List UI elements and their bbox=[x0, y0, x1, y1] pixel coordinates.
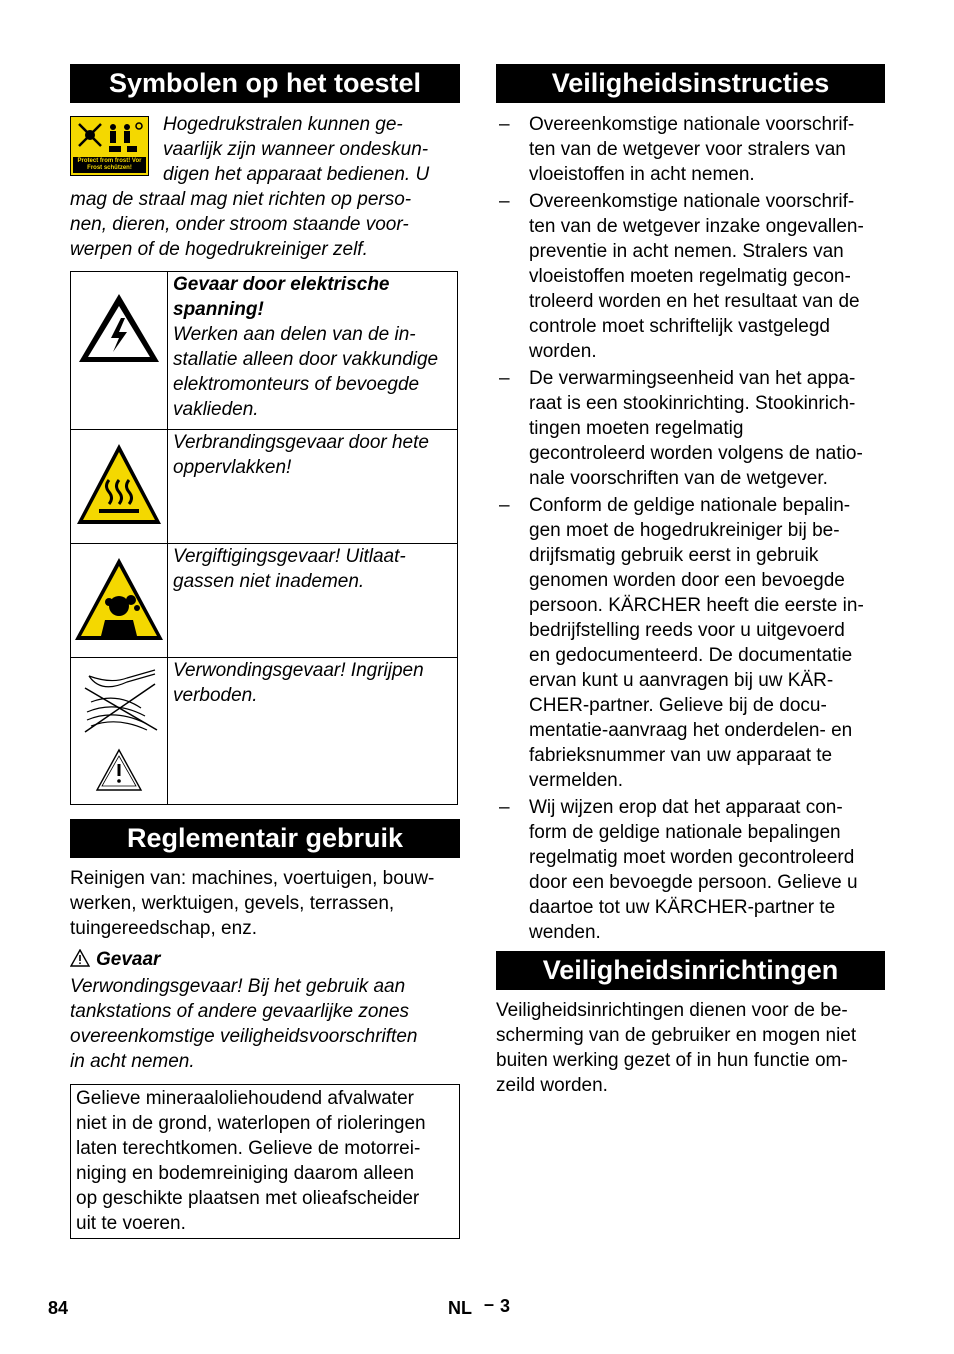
symbol-line: oppervlakken! bbox=[173, 457, 292, 478]
table-row bbox=[71, 658, 458, 805]
item-line: form de geldige nationale bepalingen bbox=[529, 822, 841, 843]
item-line: worden. bbox=[529, 341, 597, 362]
sticker-block bbox=[70, 112, 460, 262]
item-line: bedrijfstelling reeds voor u uitgevoerd bbox=[529, 620, 845, 641]
item-line: Overeenkomstige nationale voorschrif- bbox=[529, 114, 855, 135]
symbol-cell bbox=[71, 272, 168, 430]
devices-line: Veiligheidsinrichtingen dienen voor de be- bbox=[496, 1000, 848, 1021]
sticker-line: werpen of de hogedrukreiniger zelf. bbox=[70, 239, 368, 260]
sticker-label: Protect from frost! Vor Frost schützen! bbox=[73, 157, 146, 173]
symbol-text bbox=[168, 430, 458, 544]
item-line: ten van de wetgever inzake ongevallen- bbox=[529, 216, 864, 237]
danger-heading bbox=[70, 947, 460, 974]
hot-surface-icon bbox=[71, 430, 167, 538]
note-line: Gelieve mineraaloliehoudend afvalwater bbox=[76, 1088, 414, 1109]
safety-list bbox=[496, 112, 885, 945]
item-line: Conform de geldige nationale bepalin- bbox=[529, 495, 851, 516]
item-line: mentatie-aanvraag het onderdelen- en bbox=[529, 720, 853, 741]
symbol-text bbox=[168, 658, 458, 805]
usage-text bbox=[70, 866, 460, 941]
dash-bullet: – bbox=[499, 368, 510, 389]
item-line: gecontroleerd worden volgens de natio- bbox=[529, 443, 863, 464]
symbol-line: Werken aan delen van de in- bbox=[173, 324, 416, 345]
symbol-cell bbox=[71, 544, 168, 658]
devices-line: zeild worden. bbox=[496, 1075, 608, 1096]
dash-bullet: – bbox=[499, 191, 510, 212]
sticker-line: nen, dieren, onder stroom staande voor- bbox=[70, 214, 409, 235]
symbol-line: Vergiftigingsgevaar! Uitlaat- bbox=[173, 546, 406, 567]
item-line: vloeistoffen moeten regelmatig gecon- bbox=[529, 266, 851, 287]
list-item bbox=[496, 795, 885, 945]
item-line: De verwarmingseenheid van het appa- bbox=[529, 368, 856, 389]
sticker-line: vaarlijk zijn wanneer ondeskun- bbox=[163, 139, 429, 160]
item-line: Overeenkomstige nationale voorschrif- bbox=[529, 191, 855, 212]
danger-line: tankstations of andere gevaarlijke zones bbox=[70, 1001, 410, 1022]
danger-label: Gevaar bbox=[96, 949, 161, 970]
item-line: fabrieksnummer van uw apparaat te bbox=[529, 745, 833, 766]
table-row bbox=[71, 544, 458, 658]
environment-note-box bbox=[70, 1084, 460, 1239]
safety-heading: Veiligheidsinstructies bbox=[496, 64, 885, 103]
item-line: preventie in acht nemen. Stralers van bbox=[529, 241, 844, 262]
danger-line: in acht nemen. bbox=[70, 1051, 195, 1072]
usage-heading: Reglementair gebruik bbox=[70, 819, 460, 858]
item-line: en gedocumenteerd. De documentatie bbox=[529, 645, 853, 666]
table-row bbox=[71, 430, 458, 544]
dash-bullet: – bbox=[499, 114, 510, 135]
electric-hazard-icon bbox=[71, 272, 167, 424]
symbols-heading: Symbolen op het toestel bbox=[70, 64, 460, 103]
item-line: controle moet schriftelijk vastgelegd bbox=[529, 316, 830, 337]
list-item bbox=[496, 112, 885, 187]
note-line: niet in de grond, waterlopen of rioleringen bbox=[76, 1113, 426, 1134]
item-line: ten van de wetgever voor stralers van bbox=[529, 139, 846, 160]
symbols-table bbox=[70, 271, 458, 805]
usage-line: tuingereedschap, enz. bbox=[70, 918, 257, 939]
language-code: NL bbox=[448, 1298, 472, 1318]
page-number: 84 bbox=[48, 1298, 69, 1318]
item-line: raat is een stookinrichting. Stookinrich- bbox=[529, 393, 856, 414]
symbol-line: Verbrandingsgevaar door hete bbox=[173, 432, 429, 453]
symbol-line: verboden. bbox=[173, 685, 258, 706]
symbol-text bbox=[168, 544, 458, 658]
symbol-cell bbox=[71, 658, 168, 805]
symbol-line: vaklieden. bbox=[173, 399, 259, 420]
item-line: tingen moeten regelmatig bbox=[529, 418, 744, 439]
item-line: troleerd worden en het resultaat van de bbox=[529, 291, 860, 312]
usage-line: Reinigen van: machines, voertuigen, bouw- bbox=[70, 868, 435, 889]
symbol-line: elektromonteurs of bevoegde bbox=[173, 374, 420, 395]
list-item bbox=[496, 189, 885, 364]
dash-bullet: – bbox=[499, 797, 510, 818]
sticker-line: Hogedrukstralen kunnen ge- bbox=[163, 114, 403, 135]
item-line: door een bevoegde persoon. Gelieve u bbox=[529, 872, 858, 893]
note-line: uit te voeren. bbox=[76, 1213, 186, 1234]
danger-text bbox=[70, 974, 460, 1074]
item-line: nale voorschriften van de wetgever. bbox=[529, 468, 828, 489]
devices-line: scherming van de gebruiker en mogen niet bbox=[496, 1025, 857, 1046]
devices-line: buiten werking gezet of in hun functie om- bbox=[496, 1050, 848, 1071]
device-sticker-icon bbox=[70, 116, 149, 176]
right-column bbox=[496, 64, 885, 1098]
no-reaching-in-icon bbox=[71, 658, 167, 799]
table-row bbox=[71, 272, 458, 430]
item-line: ervan kunt u aanvragen bij uw KÄR- bbox=[529, 670, 834, 691]
item-line: drijfsmatig gebruik eerst in gebruik bbox=[529, 545, 819, 566]
symbol-line: gassen niet inademen. bbox=[173, 571, 365, 592]
warning-triangle-icon bbox=[70, 949, 90, 974]
item-line: persoon. KÄRCHER heeft die eerste in- bbox=[529, 595, 864, 616]
item-line: gen moet de hogedrukreiniger bij be- bbox=[529, 520, 840, 541]
item-line: daartoe tot uw KÄRCHER-partner te bbox=[529, 897, 836, 918]
symbol-line: stallatie alleen door vakkundige bbox=[173, 349, 439, 370]
item-line: genomen worden door een bevoegde bbox=[529, 570, 845, 591]
note-line: laten terechtkomen. Gelieve de motorrei- bbox=[76, 1138, 421, 1159]
section-page-number: 3 bbox=[500, 1296, 511, 1316]
note-line: niging en bodemreiniging daarom alleen bbox=[76, 1163, 415, 1184]
item-line: regelmatig moet worden gecontroleerd bbox=[529, 847, 855, 868]
danger-line: Verwondingsgevaar! Bij het gebruik aan bbox=[70, 976, 406, 997]
sticker-line: mag de straal mag niet richten op perso- bbox=[70, 189, 412, 210]
list-item bbox=[496, 493, 885, 793]
item-line: vermelden. bbox=[529, 770, 623, 791]
sticker-line: digen het apparaat bedienen. U bbox=[163, 164, 430, 185]
danger-line: overeenkomstige veiligheidsvoorschriften bbox=[70, 1026, 418, 1047]
symbol-cell bbox=[71, 430, 168, 544]
symbol-line: Verwondingsgevaar! Ingrijpen bbox=[173, 660, 424, 681]
note-line: op geschikte plaatsen met olieafscheider bbox=[76, 1188, 420, 1209]
left-column bbox=[70, 64, 460, 1239]
item-line: CHER-partner. Gelieve bij de docu- bbox=[529, 695, 827, 716]
list-item bbox=[496, 366, 885, 491]
symbol-title: Gevaar door elektrische bbox=[173, 274, 390, 295]
devices-heading: Veiligheidsinrichtingen bbox=[496, 951, 885, 990]
toxic-gas-icon bbox=[71, 544, 167, 652]
usage-line: werken, werktuigen, gevels, terrassen, bbox=[70, 893, 395, 914]
footer-dash: – bbox=[484, 1294, 495, 1314]
item-line: vloeistoffen in acht nemen. bbox=[529, 164, 755, 185]
item-line: wenden. bbox=[529, 922, 601, 943]
item-line: Wij wijzen erop dat het apparaat con- bbox=[529, 797, 843, 818]
dash-bullet: – bbox=[499, 495, 510, 516]
symbol-text bbox=[168, 272, 458, 430]
symbol-title: spanning! bbox=[173, 299, 264, 320]
devices-text bbox=[496, 998, 885, 1098]
